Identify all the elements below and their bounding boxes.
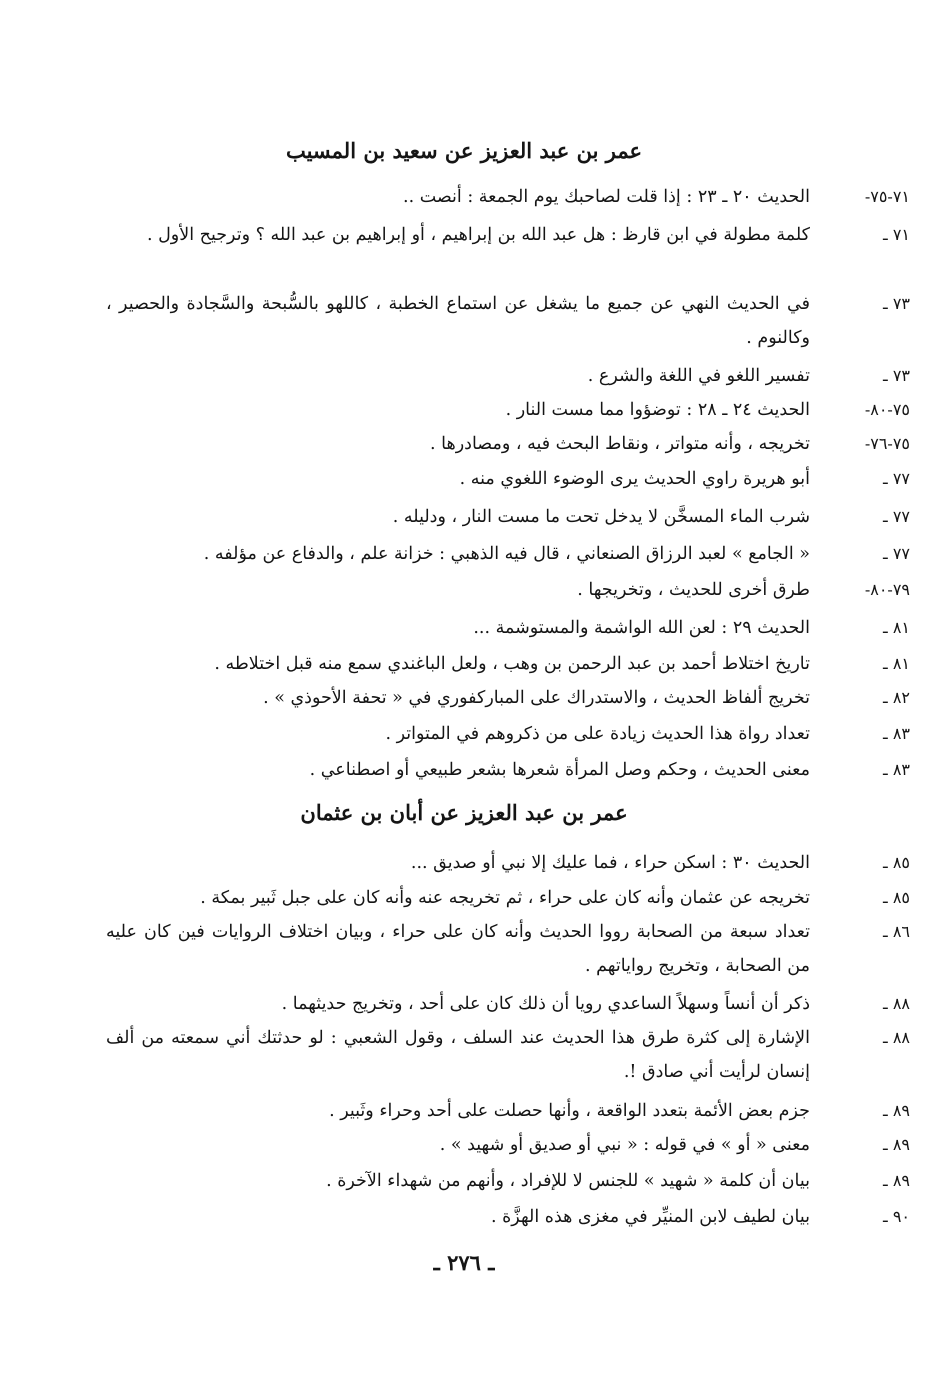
entry-text: كلمة مطولة في ابن قارظ : هل عبد الله بن إبراهيم ، أو إبراهيم بن عبد الله ؟ وترجيح الأول .	[146, 225, 810, 245]
entry-text: الحديث ٢٤ ـ ٢٨ : توضؤوا مما مست النار .	[505, 400, 810, 420]
entry-page-ref: ٨٩ ـ	[883, 1171, 910, 1190]
entry-page-ref: ٨٩ ـ	[883, 1101, 910, 1120]
entry-page-ref: ٩٠ ـ	[883, 1207, 910, 1226]
index-entry	[106, 681, 910, 715]
entry-text: معنى الحديث ، وحكم وصل المرأة شعرها بشعر طبيعي أو اصطناعي .	[309, 760, 810, 780]
entry-page-ref: ٧٧ ـ	[883, 544, 910, 563]
entry-page-ref: ٧٣ ـ	[883, 294, 910, 313]
entry-text: تخريج ألفاظ الحديث ، والاستدراك على المباركفوري في « تحفة الأحوذي » .	[263, 688, 810, 708]
index-entry	[106, 573, 910, 607]
entry-text: « الجامع » لعبد الرزاق الصنعاني ، قال فيه الذهبي : خزانة علم ، والدفاع عن مؤلفه .	[203, 544, 810, 564]
entry-page-ref: ٧٥-٧٦-	[864, 434, 910, 453]
index-entry	[106, 500, 910, 534]
entry-page-ref: ٧٣ ـ	[883, 366, 910, 385]
entry-page-ref: ٨١ ـ	[883, 618, 910, 637]
index-entry	[106, 915, 910, 983]
entry-text: ذكر أن أنساً وسهلاً الساعدي رويا أن ذلك كان على أحد ، وتخريج حديثهما .	[281, 994, 810, 1014]
index-entry	[106, 647, 910, 681]
entry-text: بيان لطيف لابن المنيِّر في مغزى هذه الهزَّة .	[491, 1207, 810, 1227]
entry-page-ref: ٧١ ـ	[883, 225, 910, 244]
index-entry	[106, 218, 910, 252]
entry-page-ref: ٨٣ ـ	[883, 724, 910, 743]
index-entry	[106, 987, 910, 1021]
entry-page-ref: ٧٩-٨٠-	[864, 580, 910, 599]
entry-text: تعداد سبعة من الصحابة رووا الحديث وأنه كان على حراء ، وبيان اختلاف الروايات فين كان عليه من الصحابة ، وتخريج رواياتهم .	[106, 922, 810, 976]
entry-page-ref: ٨٣ ـ	[883, 760, 910, 779]
entry-page-ref: ٧١-٧٥-	[864, 187, 910, 206]
index-entry	[106, 846, 910, 880]
entry-page-ref: ٨٦ ـ	[883, 922, 910, 941]
entry-text: الحديث ٣٠ : اسكن حراء ، فما عليك إلا نبي أو صديق ...	[410, 853, 810, 873]
index-entry	[106, 180, 910, 214]
entry-text: تفسير اللغو في اللغة والشرع .	[587, 366, 810, 386]
entry-page-ref: ٧٧ ـ	[883, 507, 910, 526]
entry-page-ref: ٨١ ـ	[883, 654, 910, 673]
entry-text: تاريخ اختلاط أحمد بن عبد الرحمن بن وهب ، ولعل الباغندي سمع منه قبل اختلاطه .	[214, 654, 810, 674]
index-entry	[106, 1164, 910, 1198]
entry-text: طرق أخرى للحديث ، وتخريجها .	[577, 580, 810, 600]
entry-text: بيان أن كلمة « شهيد » للجنس لا للإفراد ، وأنهم من شهداء الآخرة .	[326, 1171, 810, 1191]
entry-page-ref: ٨٢ ـ	[883, 688, 910, 707]
entry-text: أبو هريرة راوي الحديث يرى الوضوء اللغوي منه .	[459, 469, 810, 489]
index-entry	[106, 1021, 910, 1089]
index-entry	[106, 537, 910, 571]
entry-text: تعداد رواة هذا الحديث زيادة على من ذكروهم في المتواتر .	[385, 724, 810, 744]
index-entry	[106, 717, 910, 751]
entry-text: تخريجه عن عثمان وأنه كان على حراء ، ثم تخريجه عنه وأنه كان على جبل ثَبير بمكة .	[200, 888, 810, 908]
entry-text: الإشارة إلى كثرة طرق هذا الحديث عند السلف ، وقول الشعبي : لو حدثتك أني سمعته من ألف إنسان لرأيت أني صادق !.	[106, 1028, 810, 1082]
index-entry	[106, 753, 910, 787]
entry-page-ref: ٧٥-٨٠-	[864, 400, 910, 419]
index-entry	[106, 881, 910, 915]
entry-text: في الحديث النهي عن جميع ما يشغل عن استماع الخطبة ، كاللهو بالسُّبحة والسَّجادة والحصير ، وكالنوم .	[106, 294, 810, 348]
entry-text: تخريجه ، وأنه متواتر ، ونقاط البحث فيه ، ومصادرها .	[430, 434, 810, 454]
entry-page-ref: ٨٥ ـ	[883, 888, 910, 907]
entry-text: الحديث ٢٩ : لعن الله الواشمة والمستوشمة ...	[473, 618, 810, 638]
index-entry	[106, 1094, 910, 1128]
entry-page-ref: ٨٨ ـ	[883, 1028, 910, 1047]
index-entry	[106, 1200, 910, 1234]
section-heading-2: عمر بن عبد العزيز عن أبان بن عثمان	[300, 800, 628, 825]
section-heading-1: عمر بن عبد العزيز عن سعيد بن المسيب	[285, 138, 643, 163]
entry-text: الحديث ٢٠ ـ ٢٣ : إذا قلت لصاحبك يوم الجمعة : أنصت ..	[403, 187, 810, 207]
entry-page-ref: ٨٥ ـ	[883, 853, 910, 872]
index-entry	[106, 359, 910, 393]
index-entry	[106, 393, 910, 427]
entry-text: جزم بعض الأئمة بتعدد الواقعة ، وأنها حصلت على أحد وحراء وثَبير .	[329, 1101, 810, 1121]
index-entry	[106, 427, 910, 461]
page-number: ـ ٢٧٦ ـ	[433, 1250, 495, 1275]
index-entry	[106, 1128, 910, 1162]
entry-text: شرب الماء المسخَّن لا يدخل تحت ما مست النار ، ودليله .	[392, 507, 810, 527]
index-entry	[106, 611, 910, 645]
entry-page-ref: ٨٩ ـ	[883, 1135, 910, 1154]
entry-page-ref: ٨٨ ـ	[883, 994, 910, 1013]
entry-text: معنى « أو » في قوله : « نبي أو صديق أو شهيد » .	[439, 1135, 810, 1155]
index-entry	[106, 462, 910, 496]
entry-page-ref: ٧٧ ـ	[883, 469, 910, 488]
index-entry	[106, 287, 910, 355]
